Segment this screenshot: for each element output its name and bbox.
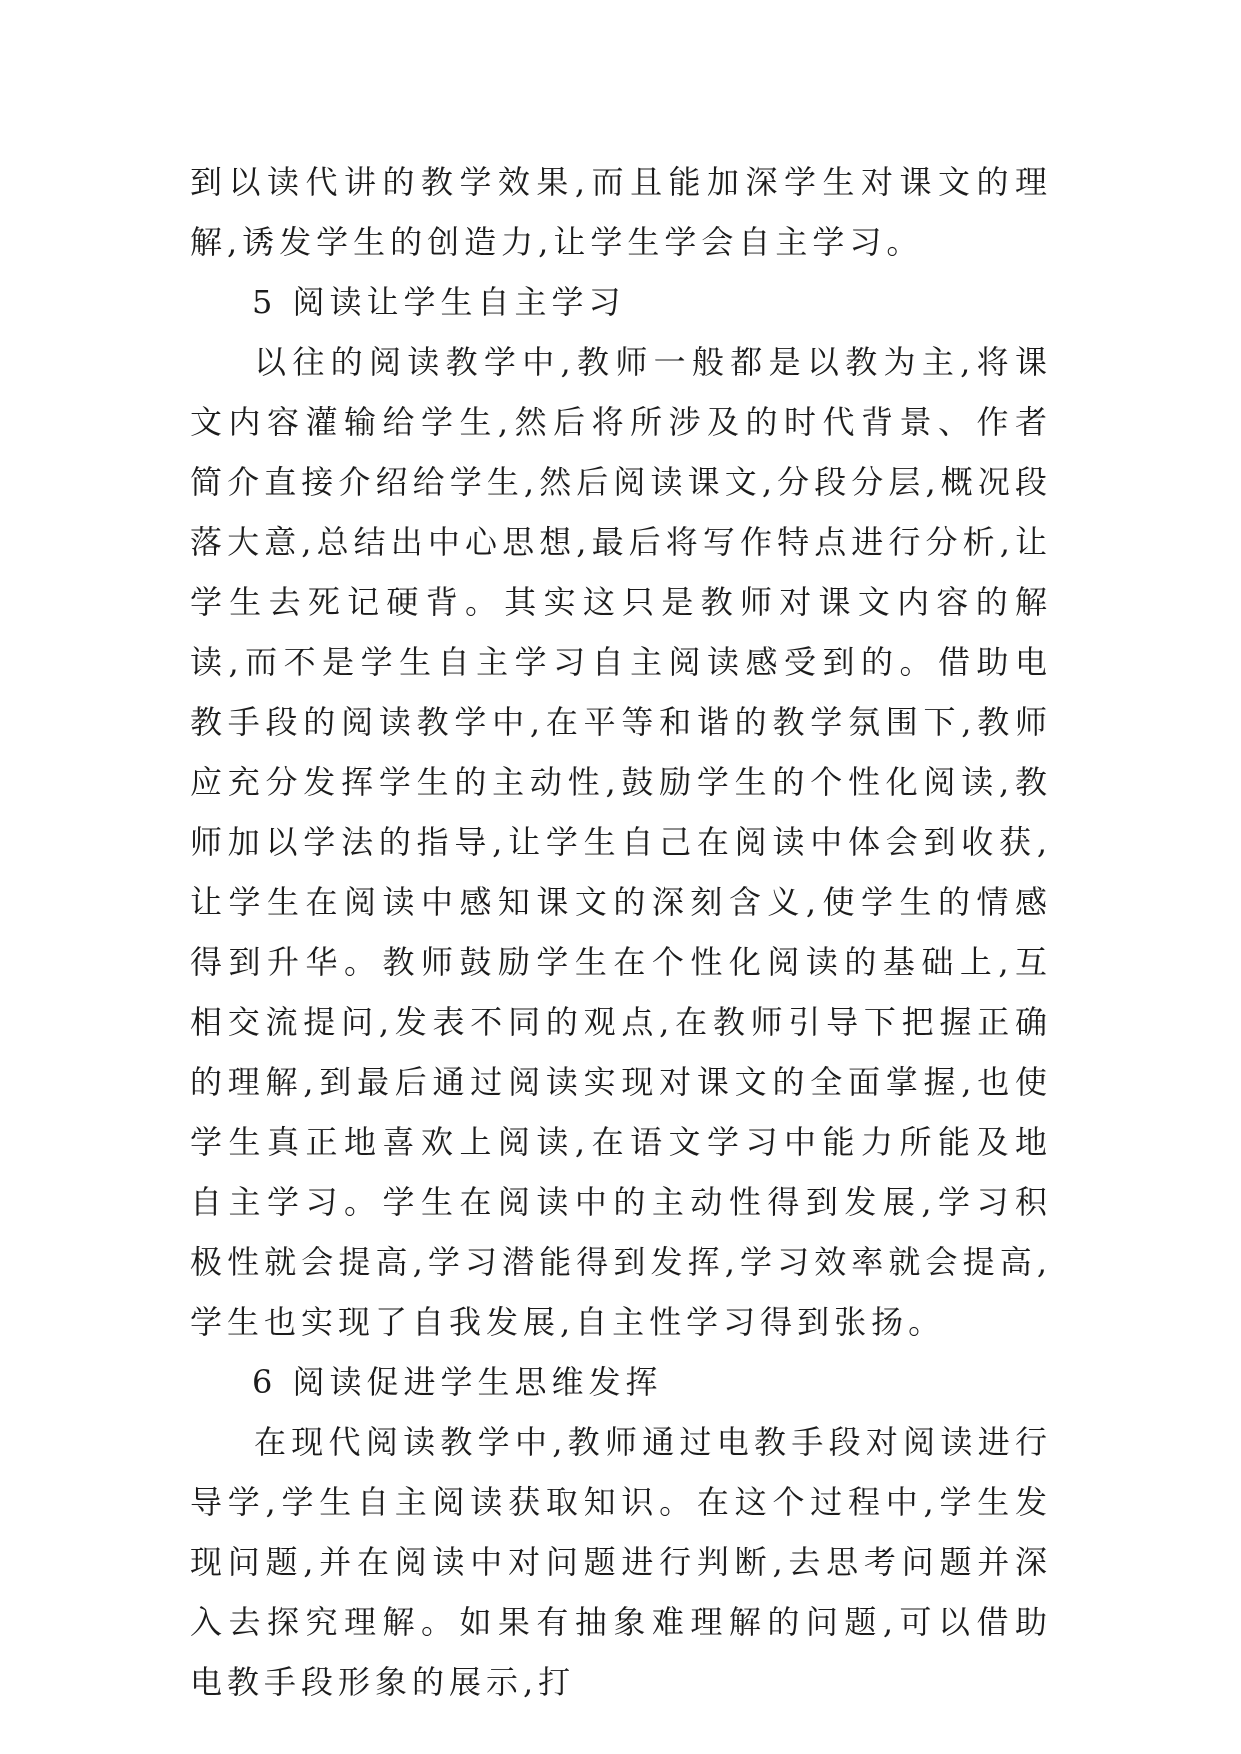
- document-body: [190, 152, 1052, 1712]
- paragraph-section-6: 在现代阅读教学中,教师通过电教手段对阅读进行导学,学生自主阅读获取知识。在这个过程中,学生发现问题,并在阅读中对问题进行判断,去思考问题并深入去探究理解。如果有抽象难理解的问题,可以借助电教手段形象的展示,打: [190, 1423, 1052, 1701]
- paragraph-continuation: 到以读代讲的教学效果,而且能加深学生对课文的理解,诱发学生的创造力,让学生学会自主学习。: [190, 163, 1052, 261]
- paragraph-section-5: 以往的阅读教学中,教师一般都是以教为主,将课文内容灌输给学生,然后将所涉及的时代背景、作者简介直接介绍给学生,然后阅读课文,分段分层,概况段落大意,总结出中心思想,最后将写作特点进行分析,让学生去死记硬背。其实这只是教师对课文内容的解读,而不是学生自主学习自主阅读感受到的。借助电教手段的阅读教学中,在平等和谐的教学氛围下,教师应充分发挥学生的主动性,鼓励学生的个性化阅读,教师加以学法的指导,让学生自己在阅读中体会到收获,让学生在阅读中感知课文的深刻含义,使学生的情感得到升华。教师鼓励学生在个性化阅读的基础上,互相交流提问,发表不同的观点,在教师引导下把握正确的理解,到最后通过阅读实现对课文的全面掌握,也使学生真正地喜欢上阅读,在语文学习中能力所能及地自主学习。学生在阅读中的主动性得到发展,学习积极性就会提高,学习潜能得到发挥,学习效率就会提高,学生也实现了自我发展,自主性学习得到张扬。: [190, 343, 1052, 1341]
- section-heading-6: 6 阅读促进学生思维发挥: [252, 1363, 663, 1401]
- section-heading-5: 5 阅读让学生自主学习: [252, 283, 626, 321]
